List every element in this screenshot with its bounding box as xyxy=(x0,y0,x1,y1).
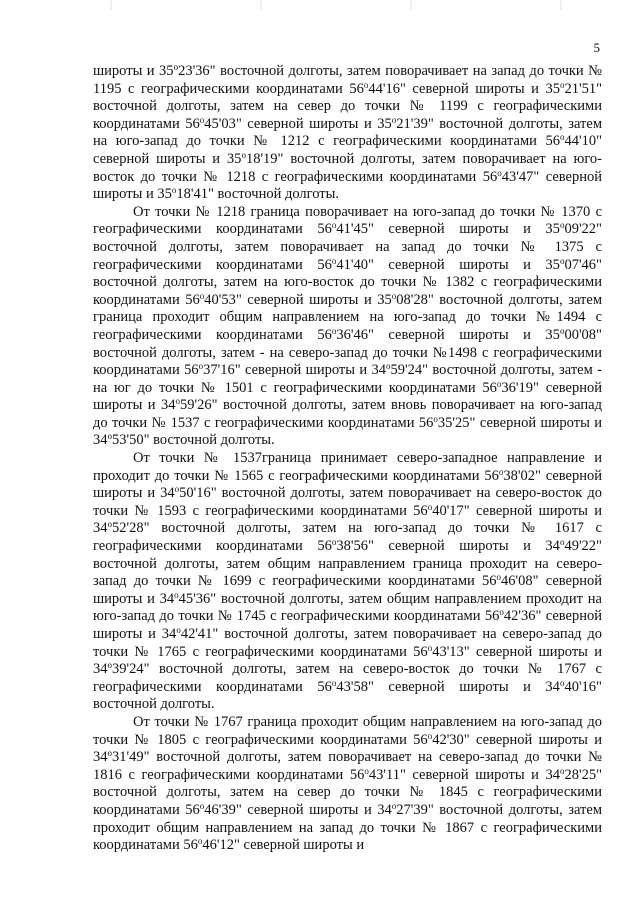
paragraph-3: От точки № 1537граница принимает северо-западное направление и проходит до точки № 1565 с географическими координатами 56$^o$38'02" северной широты и 34$^o$50'16" восточной долготы, затем поворачивает на северо-восток до точки № 1593 с географическими координатами 56$^o$40'17" северной широты и 34$^o$52'28" восточной долготы, затем на юго-запад до точки № 1617 с географическими координатами 56$^o$38'56" северной широты и 34$^o$49'22" восточной долготы, затем общим направлением граница проходит на северо-запад до точки № 1699 с географическими координатами 56$^o$46'08" северной широты и 34$^o$45'36" восточной долготы, затем общим направлением проходит на юго-запад до точки № 1745 с географическими координатами 56$^o$42'36" северной широты и 34$^o$42'41" восточной долготы, затем поворачивает на северо-запад до точки № 1765 с географическими координатами 56$^o$43'13" северной широты и 34$^o$39'24" восточной долготы, затем на северо-восток до точки № 1767 с географическими координатами 56$^o$43'58" северной широты и 34$^o$40'16" восточной долготы. xyxy=(93,450,603,713)
paragraph-2: От точки № 1218 граница поворачивает на юго-запад до точки № 1370 с географическими координатами 56$^o$41'45" северной широты и 35$^o$09'22" восточной долготы, затем поворачивает на запад до точки № 1375 с географическими координатами 56$^o$41'40" северной широты и 35$^o$07'46" восточной долготы, затем на юго-восток до точки № 1382 с географическими координатами 56$^o$40'53" северной широты и 35$^o$08'28" восточной долготы, затем граница проходит общим направлением на юго-запад до точки №1494 с географическими координатами 56$^o$36'46" северной широты и 35$^o$00'08" восточной долготы, затем - на северо-запад до точки №1498 с географическими координатами 56$^o$37'16" северной широты и 34$^o$59'24" восточной долготы, затем - на юг до точки № 1501 с географическими координатами 56$^o$36'19" северной широты и 34$^o$59'26" восточной долготы, затем вновь поворачивает на юго-запад до точки № 1537 с географическими координатами 56$^o$35'25" северной широты и 34$^o$53'50" восточной долготы. xyxy=(93,203,603,449)
document-body xyxy=(93,63,602,855)
page-number: 5 xyxy=(593,40,600,55)
scan-edge-marks xyxy=(0,0,640,10)
paragraph-1: широты и 35$^o$23'36" восточной долготы, затем поворачивает на запад до точки № 1195 с географическими координатами 56$^o$44'16" северной широты и 35$^o$21'51" восточной долготы, затем на север до точки № 1199 с географическими координатами 56$^o$45'03" северной широты и 35$^o$21'39" восточной долготы, затем на юго-запад до точки № 1212 с географическими координатами 56$^o$44'10" северной широты и 35$^o$18'19" восточной долготы, затем поворачивает на юго-восток до точки № 1218 с географическими координатами 56$^o$43'47" северной широты и 35$^o$18'41" восточной долготы. xyxy=(93,62,603,203)
paragraph-4: От точки № 1767 граница проходит общим направлением на юго-запад до точки № 1805 с географическими координатами 56$^o$42'30" северной широты и 34$^o$31'49" восточной долготы, затем поворачивает на северо-запад до точки № 1816 с географическими координатами 56$^o$43'11" северной широты и 34$^o$28'25" восточной долготы, затем на север до точки № 1845 с географическими координатами 56$^o$46'39" северной широты и 34$^o$27'39" восточной долготы, затем проходит общим направлением на запад до точки № 1867 с географическими координатами 56$^o$46'12" северной широты и xyxy=(93,713,603,854)
